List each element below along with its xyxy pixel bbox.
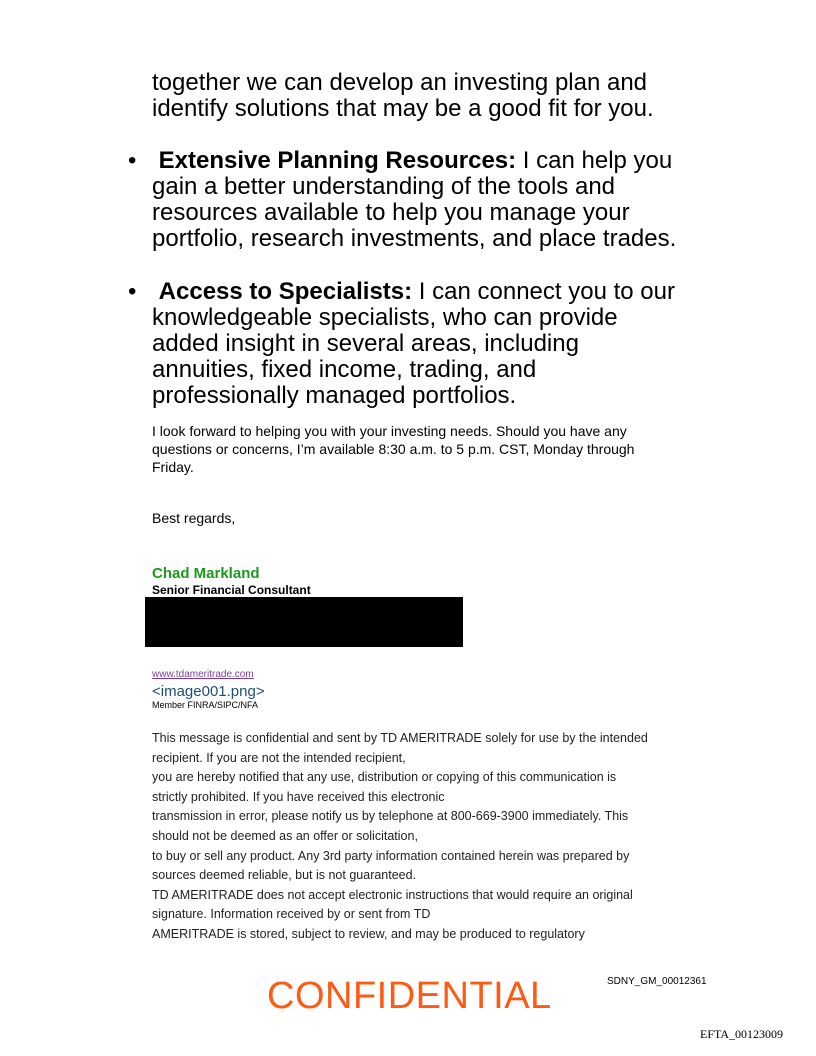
redaction-block [145, 597, 463, 647]
signature-title: Senior Financial Consultant [152, 583, 311, 597]
confidential-stamp: CONFIDENTIAL [267, 975, 552, 1017]
disclaimer-line: sources deemed reliable, but is not guaranteed. [152, 868, 417, 883]
member-text: Member FINRA/SIPC/NFA [152, 700, 259, 710]
bullet-text: portfolio, research investments, and place trades. [152, 225, 677, 252]
regards: Best regards, [152, 510, 236, 526]
website-link[interactable]: www.tdameritrade.com [152, 669, 254, 680]
closing-line-2: questions or concerns, I’m available 8:30 a.m. to 5 p.m. CST, Monday through [152, 441, 635, 457]
bullet-dot-icon: • [128, 278, 137, 305]
disclaimer-line: This message is confidential and sent by TD AMERITRADE solely for use by the intended [152, 731, 648, 745]
disclaimer-line: TD AMERITRADE does not accept electronic instructions that would require an original [152, 887, 633, 902]
bates-number: SDNY_GM_00012361 [607, 976, 707, 987]
bullet-text: gain a better understanding of the tools and [152, 173, 616, 200]
disclaimer-line: transmission in error, please notify us by telephone at 800-669-3900 immediately. This [152, 809, 629, 824]
efta-number: EFTA_00123009 [700, 1027, 784, 1041]
disclaimer-line: you are hereby notified that any use, distribution or copying of this communication is [152, 770, 617, 785]
signature-name: Chad Markland [152, 565, 260, 582]
closing-line-3: Friday. [152, 459, 194, 475]
bullet-text: professionally managed portfolios. [152, 382, 517, 409]
bullet-text: I can connect you to our [412, 278, 675, 305]
disclaimer-line: recipient. If you are not the intended recipient, [152, 750, 406, 765]
bullet-heading: Access to Specialists: [158, 278, 413, 305]
bullet-text: added insight in several areas, including [152, 330, 579, 357]
bullet-text: annuities, fixed income, trading, and [152, 356, 537, 383]
closing-line-1: I look forward to helping you with your investing needs. Should you have any [152, 423, 627, 439]
bullet-dot-icon: • [128, 147, 137, 174]
intro-line-2: identify solutions that may be a good fit for you. [152, 95, 654, 122]
bullet-text: I can help you [516, 147, 673, 174]
disclaimer-line: strictly prohibited. If you have received this electronic [152, 789, 445, 804]
bullet-text: resources available to help you manage your [152, 199, 630, 226]
bullet-heading: Extensive Planning Resources: [158, 147, 517, 174]
intro-line-1: together we can develop an investing plan and [152, 69, 648, 96]
bullet-access-specialists [152, 279, 682, 409]
disclaimer [152, 729, 682, 945]
bullet-text: knowledgeable specialists, who can provide [152, 304, 618, 331]
image-placeholder: <image001.png> [152, 683, 265, 700]
disclaimer-line: should not be deemed as an offer or solicitation, [152, 828, 418, 843]
disclaimer-line: AMERITRADE is stored, subject to review, and may be produced to regulatory [152, 926, 585, 941]
disclaimer-line: signature. Information received by or sent from TD [152, 907, 431, 922]
bullet-planning-resources [152, 148, 682, 252]
disclaimer-line: to buy or sell any product. Any 3rd party information contained herein was prepared by [152, 848, 630, 863]
